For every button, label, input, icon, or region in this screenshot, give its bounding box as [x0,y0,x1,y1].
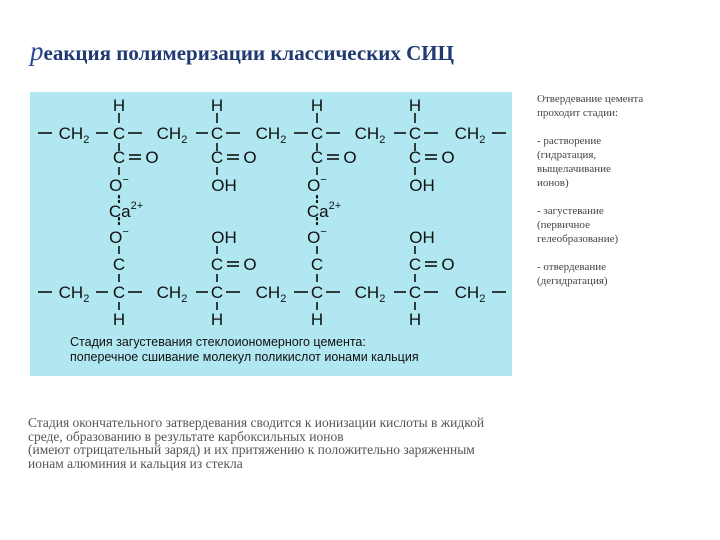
svg-text:C: C [310,283,324,302]
crosslinking-figure [30,92,512,376]
chemical-structure [30,92,512,376]
svg-text:O: O [343,148,357,167]
svg-text:H: H [210,310,224,329]
slide-title [30,36,454,67]
svg-text:C: C [310,124,324,143]
svg-text:O: O [145,148,159,167]
description-line: ионам алюминия и кальция из стекла [28,455,243,471]
svg-text:C: C [210,148,224,167]
svg-text:C: C [310,255,324,274]
svg-text:C: C [408,124,422,143]
svg-text:OH: OH [409,176,435,195]
svg-text:OH: OH [409,228,435,247]
svg-text:CH2: $CH_2$ [156,124,188,146]
svg-text:CH2: $CH_2$ [58,124,90,146]
stage-hardening: - отвердевание (дегидратация) [537,261,608,287]
svg-text:C: C [112,124,126,143]
figure-caption-line-2: поперечное сшивание молекул поликислот ионами кальция [70,350,419,364]
svg-text:O−: O− [109,174,129,195]
svg-text:O: O [243,148,257,167]
svg-text:C: C [310,148,324,167]
svg-text:C: C [408,255,422,274]
description-line: среде, образованию в результате карбоксильных ионов [28,428,344,444]
svg-text:C: C [210,255,224,274]
title-first-letter: р [30,36,44,66]
svg-text:CH2: $CH_2$ [255,283,287,305]
svg-text:CH2: $CH_2$ [354,124,386,146]
description-line: (имеют отрицательный заряд) и их притяжению к положительно заряженным [28,442,475,457]
svg-text:CH2: $CH_2$ [58,283,90,305]
svg-text:CH2: $CH_2$ [454,283,486,305]
stages-intro: Отвердевание цемента проходит стадии: [537,93,644,119]
svg-text:CH2: $CH_2$ [255,124,287,146]
svg-text:CH2: $CH_2$ [354,283,386,305]
svg-text:C: C [408,283,422,302]
svg-text:CH2: $CH_2$ [454,124,486,146]
svg-text:C: C [112,148,126,167]
description-line: Стадия окончательного затвердевания сводится к ионизации кислоты в жидкой [28,415,485,430]
title-text: еакция полимеризации классических СИЦ [43,41,454,65]
stages-list [537,92,707,302]
svg-text:C: C [210,283,224,302]
svg-text:H: H [310,310,324,329]
svg-text:O−: O− [307,174,327,195]
svg-text:C: C [112,255,126,274]
figure-caption-line-1: Стадия загустевания стеклоиономерного цемента: [70,335,366,349]
svg-text:H: H [310,96,324,115]
svg-text:H: H [112,310,126,329]
svg-text:OH: OH [211,228,237,247]
stage-thickening: - загустевание (первичное гелеобразование) [537,205,619,245]
svg-text:Ca2+: $Ca^{2+}$ [306,200,342,221]
final-stage-description [28,416,708,470]
svg-text:C: C [408,148,422,167]
svg-text:O−: O− [109,226,129,247]
svg-text:C: C [210,124,224,143]
svg-text:H: H [408,96,422,115]
svg-text:O: O [441,148,455,167]
svg-text:Ca2+: $Ca^{2+}$ [108,200,144,221]
stage-dissolution: - растворение (гидратация, выщелачивание ионов) [537,135,611,189]
svg-text:O: O [243,255,257,274]
svg-text:H: H [112,96,126,115]
svg-text:O−: O− [307,226,327,247]
svg-text:OH: OH [211,176,237,195]
svg-text:H: H [408,310,422,329]
svg-text:CH2: $CH_2$ [156,283,188,305]
svg-text:O: O [441,255,455,274]
svg-text:H: H [210,96,224,115]
svg-text:C: C [112,283,126,302]
